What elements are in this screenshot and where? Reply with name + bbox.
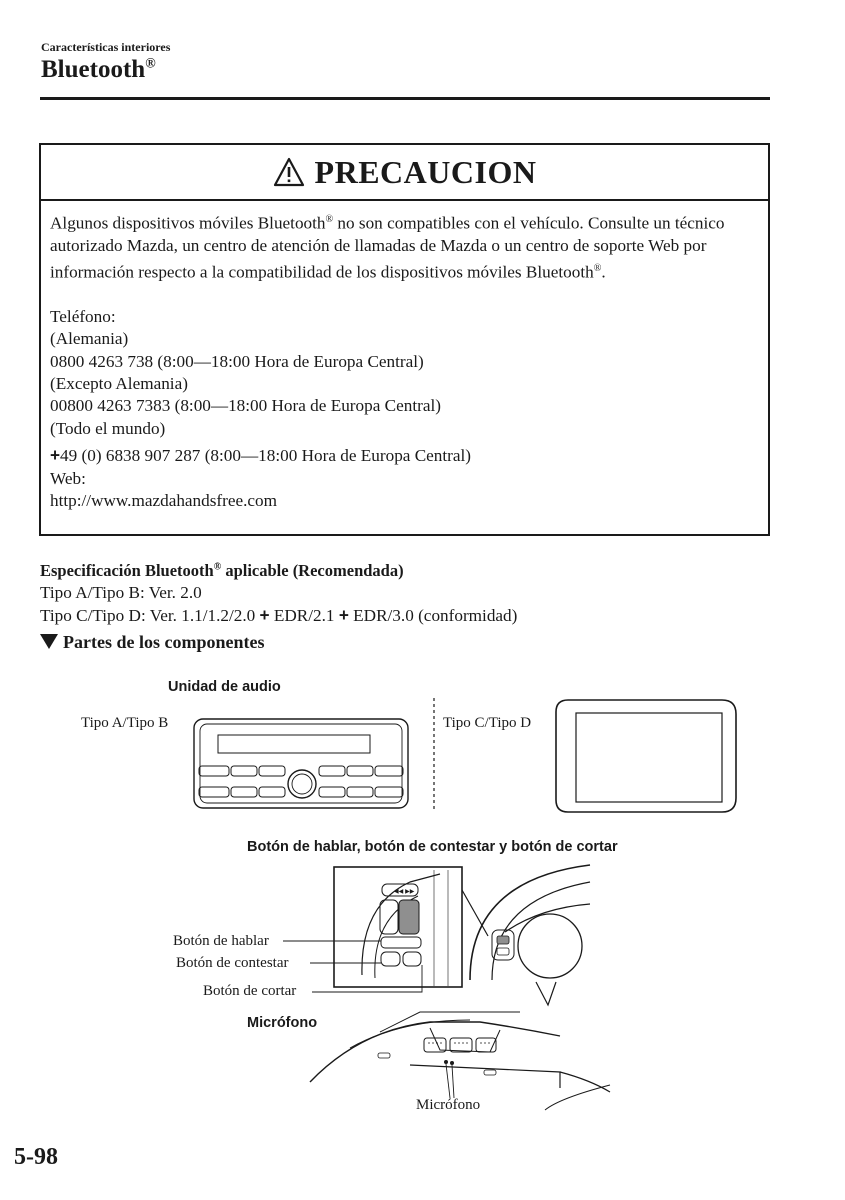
spec-line-cd: Tipo C/Tipo D: Ver. 1.1/1.2/2.0 + EDR/2.1 + EDR/3.0 (conformidad) <box>40 605 518 625</box>
components-figure <box>0 660 845 1120</box>
contact-region-germany: (Alemania) <box>50 329 129 349</box>
triangle-bullet-icon <box>40 634 58 649</box>
hangup-button-label: Botón de cortar <box>203 983 297 999</box>
spec-line-ab: Tipo A/Tipo B: Ver. 2.0 <box>40 583 202 602</box>
caution-paragraph: Algunos dispositivos móviles Bluetooth® no son compatibles con el vehículo. Consulte un técnico autorizado Mazda, un centro de atención de llamadas de Mazda o un centro de soporte Web por información respecto a la compatibilidad de los dispositivos móviles Bluetooth®. <box>50 213 725 282</box>
talk-button-label: Botón de hablar <box>173 933 269 949</box>
warning-triangle-icon <box>273 157 305 187</box>
audio-unit-label: Unidad de audio <box>168 679 281 695</box>
type-ab-label: Tipo A/Tipo B <box>81 715 169 731</box>
contact-number-except-germany: 00800 4263 7383 (8:00—18:00 Hora de Europa Central) <box>50 396 441 416</box>
spec-heading: Especificación Bluetooth® aplicable (Recomendada) <box>40 561 404 580</box>
caution-box <box>39 143 770 536</box>
microphone-callout: Micrófono <box>416 1097 481 1113</box>
svg-text:◀◀ ▶▶: ◀◀ ▶▶ <box>394 888 415 895</box>
steering-wheel-illustration <box>462 865 590 1005</box>
caution-body <box>50 209 765 512</box>
microphone-label: Micrófono <box>247 1015 318 1031</box>
type-cd-label: Tipo C/Tipo D <box>443 715 532 731</box>
caution-header <box>41 145 768 201</box>
title-rule <box>40 97 770 100</box>
page-number: 5-98 <box>14 1144 58 1170</box>
steering-buttons-label: Botón de hablar, botón de contestar y botón de cortar <box>247 839 618 855</box>
contact-region-world: (Todo el mundo) <box>50 418 166 438</box>
steering-switch-illustration <box>334 867 462 987</box>
section-label: Características interiores <box>41 40 171 54</box>
contact-web-url: http://www.mazdahandsfree.com <box>50 490 278 510</box>
caution-title: PRECAUCION <box>314 153 537 190</box>
answer-button-label: Botón de contestar <box>176 955 289 971</box>
display-cd-illustration <box>556 700 736 812</box>
contact-number-world: +49 (0) 6838 907 287 (8:00—18:00 Hora de Europa Central) <box>50 445 472 466</box>
parts-heading: Partes de los componentes <box>40 632 264 653</box>
page-title: Bluetooth® <box>41 56 156 83</box>
contact-region-except-germany: (Excepto Alemania) <box>50 373 188 393</box>
overhead-console-illustration <box>310 1012 610 1110</box>
contact-number-germany: 0800 4263 738 (8:00—18:00 Hora de Europa Central) <box>50 351 424 371</box>
audio-unit-ab-illustration <box>194 719 408 808</box>
contact-phone-label: Teléfono: <box>50 306 116 326</box>
contact-web-label: Web: <box>50 468 86 488</box>
